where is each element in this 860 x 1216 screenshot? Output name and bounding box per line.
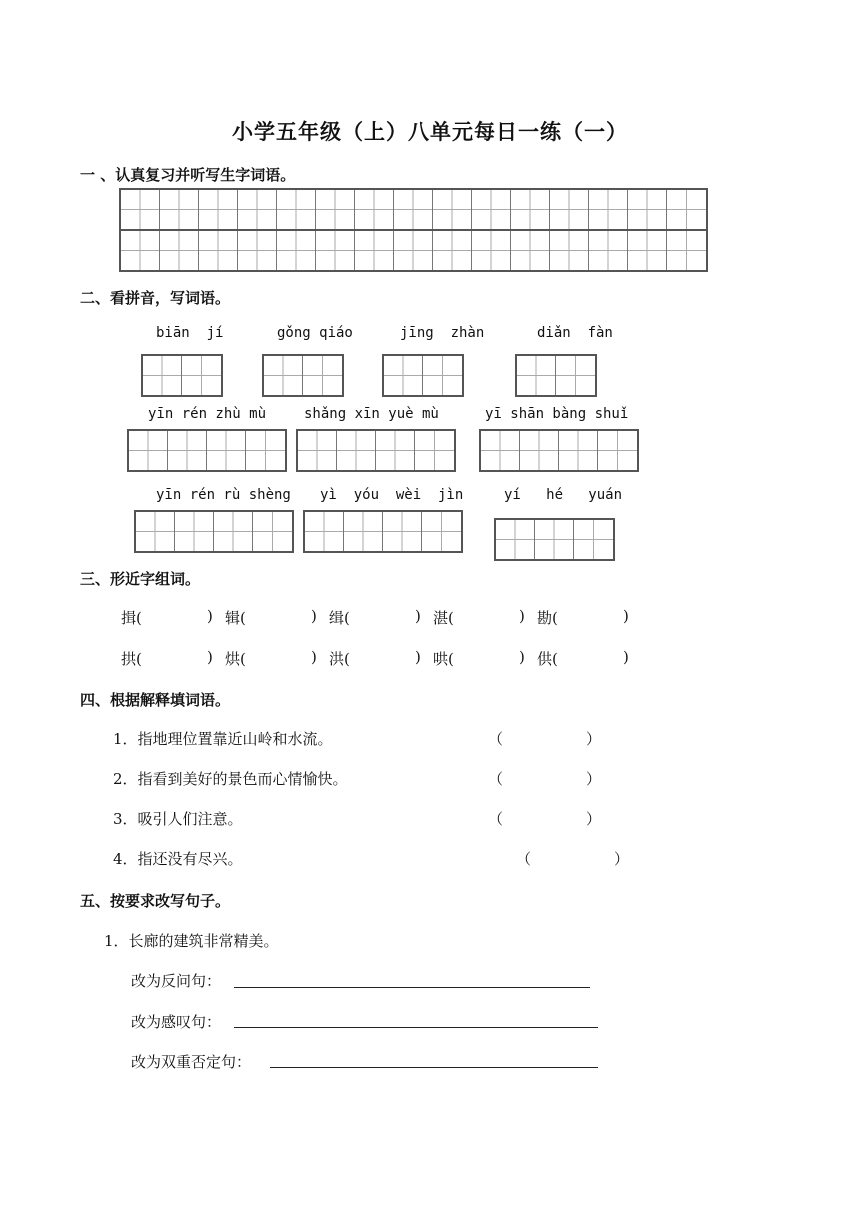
close-paren: ) [207, 648, 213, 666]
writing-cell[interactable] [207, 431, 246, 470]
writing-cell[interactable] [511, 231, 550, 270]
similar-char: 拱( [121, 650, 142, 668]
definition-item: 2．指看到美好的景色而心情愉快。 [113, 770, 348, 788]
writing-cell[interactable] [433, 190, 472, 229]
writing-cell[interactable] [214, 512, 253, 551]
rewrite-prompt: 改为反问句： [131, 972, 222, 990]
definition-item: 3．吸引人们注意。 [113, 810, 243, 828]
answer-open-paren: （ [488, 810, 504, 828]
definition-item: 1．指地理位置靠近山岭和水流。 [113, 730, 333, 748]
writing-box[interactable] [134, 510, 294, 553]
pinyin-label: yīn rén zhù mù [148, 406, 267, 422]
section-2-heading: 二、看拼音，写词语。 [80, 289, 231, 307]
writing-box[interactable] [515, 354, 597, 397]
rewrite-prompt: 改为感叹句： [131, 1013, 222, 1031]
writing-cell[interactable] [667, 231, 706, 270]
writing-cell[interactable] [182, 356, 221, 395]
rewrite-prompt: 改为双重否定句： [131, 1053, 252, 1071]
similar-char: 湛( [433, 609, 454, 627]
writing-cell[interactable] [264, 356, 303, 395]
similar-char: 勘( [537, 609, 558, 627]
writing-cell[interactable] [337, 431, 376, 470]
answer-line[interactable] [234, 1027, 598, 1028]
answer-line[interactable] [270, 1067, 598, 1068]
writing-cell[interactable] [121, 190, 160, 229]
answer-open-paren: （ [488, 730, 504, 748]
writing-cell[interactable] [129, 431, 168, 470]
writing-cell[interactable] [143, 356, 182, 395]
pinyin-label: diǎn fàn [537, 325, 613, 341]
close-paren: ) [623, 648, 629, 666]
writing-cell[interactable] [253, 512, 292, 551]
writing-cell[interactable] [574, 520, 613, 559]
close-paren: ) [311, 648, 317, 666]
writing-cell[interactable] [423, 356, 462, 395]
close-paren: ) [519, 607, 525, 625]
writing-cell[interactable] [422, 512, 461, 551]
writing-cell[interactable] [316, 190, 355, 229]
writing-box[interactable] [296, 429, 456, 472]
writing-cell[interactable] [277, 190, 316, 229]
similar-char: 缉( [329, 609, 350, 627]
close-paren: ) [623, 607, 629, 625]
pinyin-label: gǒng qiáo [277, 325, 353, 341]
section-5-heading: 五、按要求改写句子。 [80, 892, 231, 910]
writing-cell[interactable] [496, 520, 535, 559]
similar-char: 洪( [329, 650, 350, 668]
similar-char: 辑( [225, 609, 246, 627]
writing-cell[interactable] [559, 431, 598, 470]
pinyin-label: shǎng xīn yuè mù [304, 406, 439, 422]
close-paren: ) [415, 607, 421, 625]
dictation-grid-row-1[interactable] [119, 188, 708, 231]
writing-cell[interactable] [517, 356, 556, 395]
writing-cell[interactable] [628, 231, 667, 270]
writing-cell[interactable] [303, 356, 342, 395]
section-3-heading: 三、形近字组词。 [80, 570, 201, 588]
close-paren: ) [519, 648, 525, 666]
writing-cell[interactable] [160, 190, 199, 229]
writing-cell[interactable] [344, 512, 383, 551]
close-paren: ) [311, 607, 317, 625]
pinyin-label: yí hé yuán [504, 487, 623, 503]
writing-cell[interactable] [556, 356, 595, 395]
answer-close-paren: ） [586, 810, 602, 828]
writing-box[interactable] [479, 429, 639, 472]
writing-cell[interactable] [199, 190, 238, 229]
pinyin-label: yīn rén rù shèng [156, 487, 291, 503]
writing-cell[interactable] [628, 190, 667, 229]
writing-cell[interactable] [550, 190, 589, 229]
writing-cell[interactable] [481, 431, 520, 470]
answer-open-paren: （ [488, 770, 504, 788]
writing-cell[interactable] [589, 231, 628, 270]
definition-item: 4．指还没有尽兴。 [113, 850, 243, 868]
close-paren: ) [415, 648, 421, 666]
writing-cell[interactable] [520, 431, 559, 470]
dictation-grid[interactable] [119, 188, 708, 272]
writing-cell[interactable] [376, 431, 415, 470]
writing-cell[interactable] [316, 231, 355, 270]
writing-cell[interactable] [355, 231, 394, 270]
page-title: 小学五年级（上）八单元每日一练（一） [232, 120, 628, 144]
pinyin-label: jīng zhàn [400, 325, 485, 341]
close-paren: ) [207, 607, 213, 625]
writing-cell[interactable] [298, 431, 337, 470]
writing-cell[interactable] [667, 190, 706, 229]
writing-cell[interactable] [246, 431, 285, 470]
writing-cell[interactable] [238, 190, 277, 229]
writing-cell[interactable] [305, 512, 344, 551]
writing-cell[interactable] [589, 190, 628, 229]
answer-open-paren: （ [516, 850, 532, 868]
writing-box[interactable] [382, 354, 464, 397]
writing-cell[interactable] [433, 231, 472, 270]
writing-cell[interactable] [472, 231, 511, 270]
writing-box[interactable] [494, 518, 615, 561]
writing-cell[interactable] [238, 231, 277, 270]
writing-cell[interactable] [598, 431, 637, 470]
similar-char: 哄( [433, 650, 454, 668]
writing-cell[interactable] [277, 231, 316, 270]
similar-char: 烘( [225, 650, 246, 668]
writing-cell[interactable] [472, 190, 511, 229]
writing-cell[interactable] [511, 190, 550, 229]
writing-cell[interactable] [175, 512, 214, 551]
similar-char: 揖( [121, 609, 142, 627]
writing-cell[interactable] [384, 356, 423, 395]
writing-cell[interactable] [415, 431, 454, 470]
answer-close-paren: ） [586, 730, 602, 748]
pinyin-label: yī shān bàng shuǐ [485, 406, 629, 422]
writing-box[interactable] [127, 429, 287, 472]
pinyin-label: biān jí [156, 325, 224, 341]
answer-close-paren: ） [614, 850, 630, 868]
writing-cell[interactable] [160, 231, 199, 270]
answer-line[interactable] [234, 987, 590, 988]
writing-box[interactable] [262, 354, 344, 397]
pinyin-label: yì yóu wèi jìn [320, 487, 464, 503]
writing-cell[interactable] [168, 431, 207, 470]
writing-cell[interactable] [535, 520, 574, 559]
writing-cell[interactable] [355, 190, 394, 229]
writing-cell[interactable] [136, 512, 175, 551]
section-1-heading: 一 、认真复习并听写生字词语。 [80, 166, 296, 184]
writing-cell[interactable] [394, 190, 433, 229]
writing-cell[interactable] [550, 231, 589, 270]
writing-box[interactable] [141, 354, 223, 397]
answer-close-paren: ） [586, 770, 602, 788]
writing-cell[interactable] [394, 231, 433, 270]
writing-box[interactable] [303, 510, 463, 553]
writing-cell[interactable] [121, 231, 160, 270]
similar-char: 供( [537, 650, 558, 668]
writing-cell[interactable] [199, 231, 238, 270]
dictation-grid-row-2[interactable] [119, 229, 708, 272]
section-4-heading: 四、根据解释填词语。 [80, 691, 231, 709]
original-sentence: 1．长廊的建筑非常精美。 [104, 932, 279, 950]
writing-cell[interactable] [383, 512, 422, 551]
